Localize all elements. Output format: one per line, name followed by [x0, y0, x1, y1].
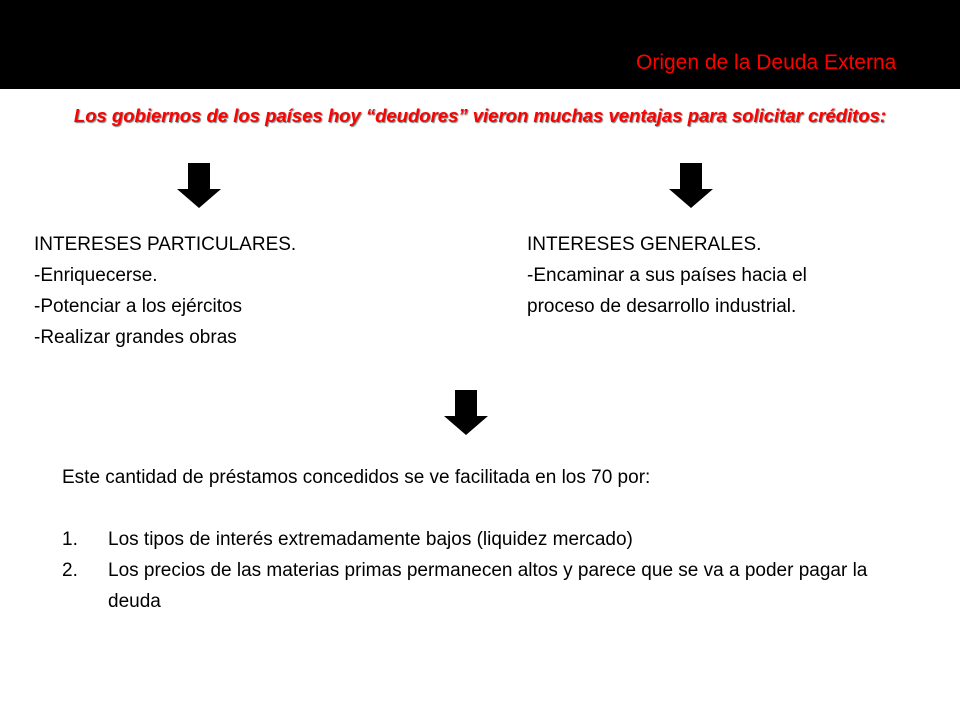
bottom-section: [62, 462, 922, 617]
list-item-number: 1.: [62, 529, 78, 550]
right-column-line: -Encaminar a sus países hacia el: [527, 265, 807, 286]
right-column: [527, 229, 807, 322]
down-arrow-icon: [668, 163, 714, 209]
down-arrow-icon: [176, 163, 222, 209]
list-item-number: 2.: [62, 560, 78, 581]
left-column-heading: INTERESES PARTICULARES.: [34, 234, 297, 255]
down-arrow-icon: [443, 390, 489, 436]
left-column-item: -Realizar grandes obras: [34, 327, 237, 348]
right-column-line: proceso de desarrollo industrial.: [527, 296, 797, 317]
bottom-lead-text: Este cantidad de préstamos concedidos se ve facilitada en los 70 por:: [62, 467, 651, 488]
list-item-text: Los tipos de interés extremadamente bajos (liquidez mercado): [108, 529, 633, 550]
right-column-heading: INTERESES GENERALES.: [527, 234, 762, 255]
left-column: [34, 229, 296, 353]
slide-title: Origen de la Deuda Externa: [636, 51, 897, 74]
intro-text: Los gobiernos de los países hoy “deudores” vieron muchas ventajas para solicitar créditos:: [73, 105, 887, 126]
list-item: [62, 555, 898, 617]
left-column-item: -Potenciar a los ejércitos: [34, 296, 243, 317]
left-column-item: -Enriquecerse.: [34, 265, 158, 286]
reasons-list: [62, 524, 922, 617]
list-item-text: Los precios de las materias primas permanecen altos y parece que se va a poder pagar la deuda: [108, 560, 868, 612]
list-item: [62, 524, 898, 555]
